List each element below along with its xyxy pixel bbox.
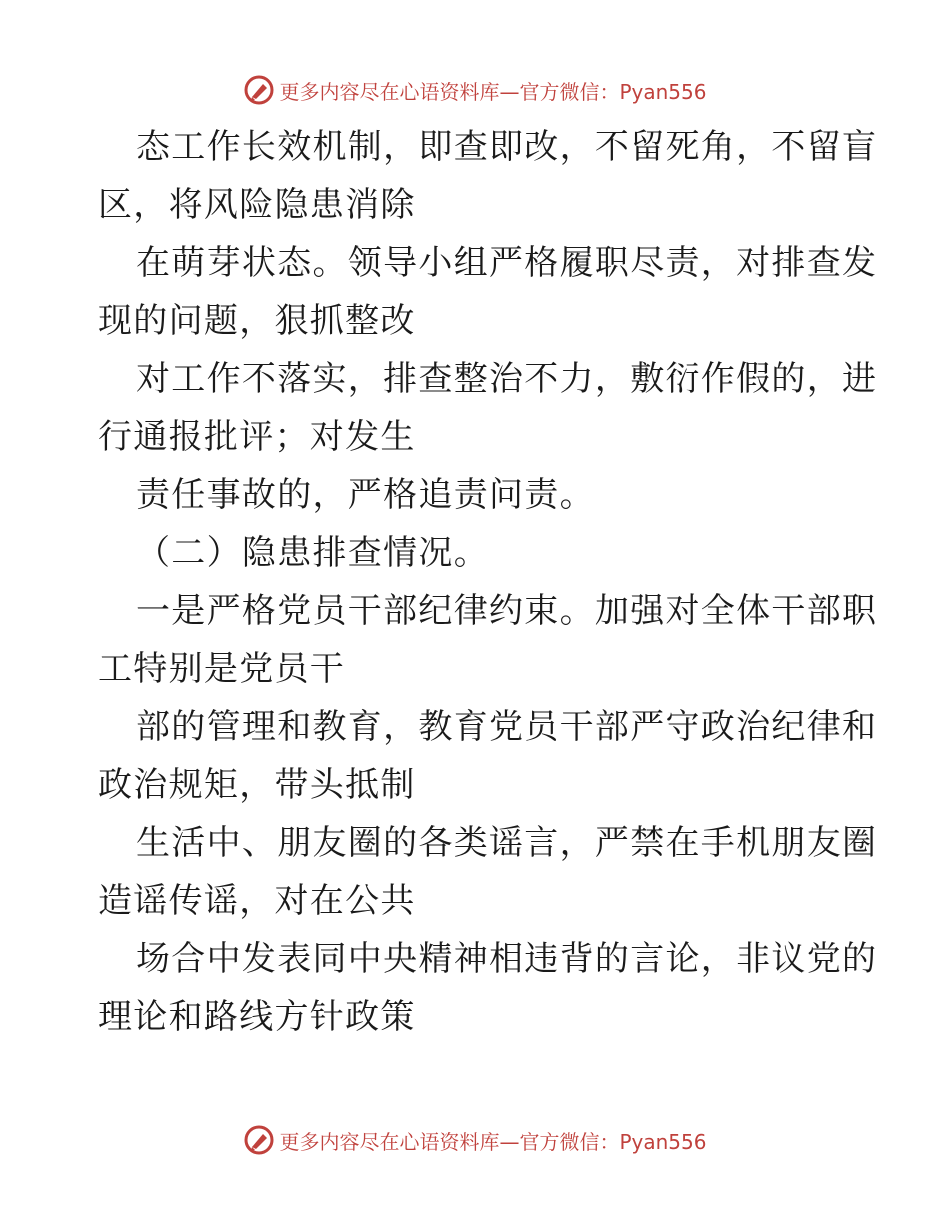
watermark-text: 更多内容尽在心语资料库—官方微信：Pyan556 xyxy=(279,79,707,104)
paragraph-line: 理论和路线方针政策 xyxy=(98,997,416,1037)
paragraph-line: 生活中、朋友圈的各类谣言，严禁在手机朋友圈 xyxy=(136,823,878,863)
document-body xyxy=(98,118,878,1046)
pen-logo-icon xyxy=(243,1124,275,1156)
paragraph-line: 行通报批评；对发生 xyxy=(98,417,416,457)
watermark-text: 更多内容尽在心语资料库—官方微信：Pyan556 xyxy=(279,1129,707,1154)
paragraph-line: 造谣传谣，对在公共 xyxy=(98,881,416,921)
section-heading: （二）隐患排查情况。 xyxy=(136,533,489,573)
paragraph-line: 场合中发表同中央精神相违背的言论，非议党的 xyxy=(136,939,878,979)
paragraph-line: 在萌芽状态。领导小组严格履职尽责，对排查发 xyxy=(136,243,878,283)
paragraph-line: 一是严格党员干部纪律约束。加强对全体干部职 xyxy=(136,591,878,631)
footer-watermark xyxy=(0,1120,950,1160)
paragraph-line: 责任事故的，严格追责问责。 xyxy=(136,475,595,515)
header-watermark xyxy=(0,70,950,110)
paragraph-line: 政治规矩，带头抵制 xyxy=(98,765,416,805)
paragraph-line: 区，将风险隐患消除 xyxy=(98,185,416,225)
paragraph-line: 工特别是党员干 xyxy=(98,649,346,689)
paragraph-line: 部的管理和教育，教育党员干部严守政治纪律和 xyxy=(136,707,878,747)
paragraph-line: 对工作不落实，排查整治不力，敷衍作假的，进 xyxy=(136,359,878,399)
pen-logo-icon xyxy=(243,74,275,106)
paragraph-line: 现的问题，狠抓整改 xyxy=(98,301,416,341)
paragraph-line: 态工作长效机制，即查即改，不留死角，不留盲 xyxy=(136,127,878,167)
